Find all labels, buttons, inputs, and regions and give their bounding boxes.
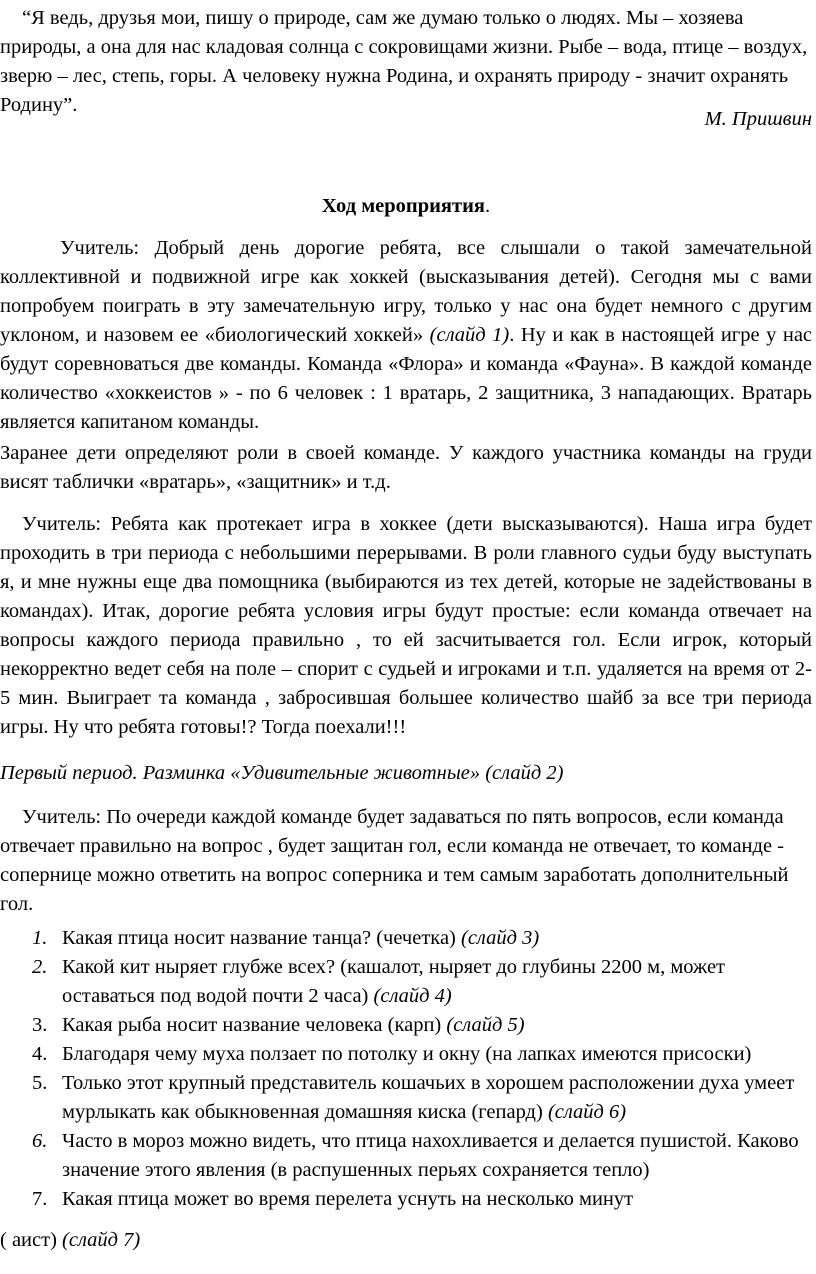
- intro-text: Учитель: Добрый день дорогие ребята, все слышали о такой замечательной коллективной и подвижной игре как хоккей (высказывания детей). Сегодня мы с вами попробуем поиграть в эту замечательную игру, только у нас она будет немного с другим уклоном, и назовем ее «биологический хоккей»: [0, 237, 812, 346]
- section-heading-period: .: [485, 195, 491, 217]
- question-item: [0, 1069, 812, 1127]
- rules-paragraph: Учитель: Ребята как протекает игра в хоккее (дети высказываются). Наша игра будет проходить в три периода с небольшими перерывами. В роли главного судьи буду выступать я, и мне нужны еще два помощника (выбираются из тех детей, которые не задействованы в командах). Итак, дорогие ребята условия игры будут простые: если команда отвечает на вопросы каждого периода правильно , то ей засчитывается гол. Если игрок, который некорректно ведет себя на поле – спорит с судьей и игроками и т.п. удаляется на время от 2-5 мин. Выиграет та команда , забросившая большее количество шайб за все три периода игры. Ну что ребята готовы!? Тогда поехали!!!: [0, 513, 812, 738]
- period-intro-paragraph: Учитель: По очереди каждой команде будет задаваться по пять вопросов, если команда отвечает правильно на вопрос , будет защитан гол, если команда не отвечает, то команде - сопернице можно ответить на вопрос соперника и тем самым заработать дополнительный гол.: [0, 806, 789, 915]
- question-text: Часто в мороз можно видеть, что птица нахохливается и делается пушистой. Каково значение этого явления (в распушенных перьях сохраняется тепло): [62, 1130, 799, 1181]
- question-text: Какая птица носит название танца? (чечетка): [62, 927, 461, 949]
- question-number: 6.: [32, 1130, 48, 1152]
- question-item: [0, 1011, 812, 1040]
- question-number: 7.: [32, 1188, 48, 1210]
- question-text: Какой кит ныряет глубже всех? (кашалот, ныряет до глубины 2200 м, может оставаться под водой почти 2 часа): [62, 956, 725, 1007]
- question7-answer: ( аист): [0, 1229, 63, 1251]
- question-number: 1.: [32, 927, 48, 949]
- question-item: [0, 1040, 812, 1069]
- question-number: 5.: [32, 1072, 48, 1094]
- roles-note-paragraph: Заранее дети определяют роли в своей команде. У каждого участника команды на груди висят таблички «вратарь», «защитник» и т.д.: [0, 442, 812, 493]
- epigraph-quote: “Я ведь, друзья мои, пишу о природе, сам же думаю только о людях. Мы – хозяева природы, а она для нас кладовая солнца с сокровищами жизни. Рыбе – вода, птице – воздух, зверю – лес, степь, горы. А человеку нужна Родина, и охранять природу - значит охранять Родину”.: [0, 7, 808, 116]
- question-item: [0, 953, 812, 1011]
- intro-text-continued: . Ну и как в настоящей игре у нас будут соревноваться две команды. Команда «Флора» и команда «Фауна». В каждой команде количество «хоккеистов » - по 6 человек : 1 вратарь, 2 защитника, 3 нападающих. Вратарь является капитаном команды.: [0, 324, 813, 433]
- section-heading: [0, 192, 812, 221]
- question-slide-ref: (слайд 4): [373, 985, 452, 1007]
- question-item: [0, 1127, 812, 1185]
- section-heading-title: Ход мероприятия: [321, 195, 485, 217]
- question-slide-ref: (слайд 3): [461, 927, 540, 949]
- question-text: Только этот крупный представитель кошачьих в хорошем расположении духа умеет мурлыкать как обыкновенная домашняя киска (гепард): [62, 1072, 795, 1123]
- question-text: Благодаря чему муха ползает по потолку и окну (на лапках имеются присоски): [62, 1043, 752, 1065]
- period-title: Первый период. Разминка «Удивительные животные» (слайд 2): [0, 762, 564, 784]
- question7-continuation: [0, 1226, 812, 1255]
- question-slide-ref: (слайд 5): [446, 1014, 525, 1036]
- question-text: Какая рыба носит название человека (карп): [62, 1014, 447, 1036]
- question-number: 3.: [32, 1014, 48, 1036]
- question-number: 2.: [32, 956, 48, 978]
- question-number: 4.: [32, 1043, 48, 1065]
- question7-slide-ref: (слайд 7): [62, 1229, 141, 1251]
- question-slide-ref: (слайд 6): [547, 1101, 627, 1123]
- epigraph-author: М. Пришвин: [704, 108, 812, 130]
- question-text: Какая птица может во время перелета уснуть на несколько минут: [62, 1188, 634, 1210]
- intro-paragraph: [0, 234, 812, 437]
- question-item: [0, 924, 812, 953]
- questions-list: [0, 924, 812, 1214]
- intro-slide-ref: (слайд 1): [429, 324, 510, 346]
- question-item: [0, 1185, 812, 1214]
